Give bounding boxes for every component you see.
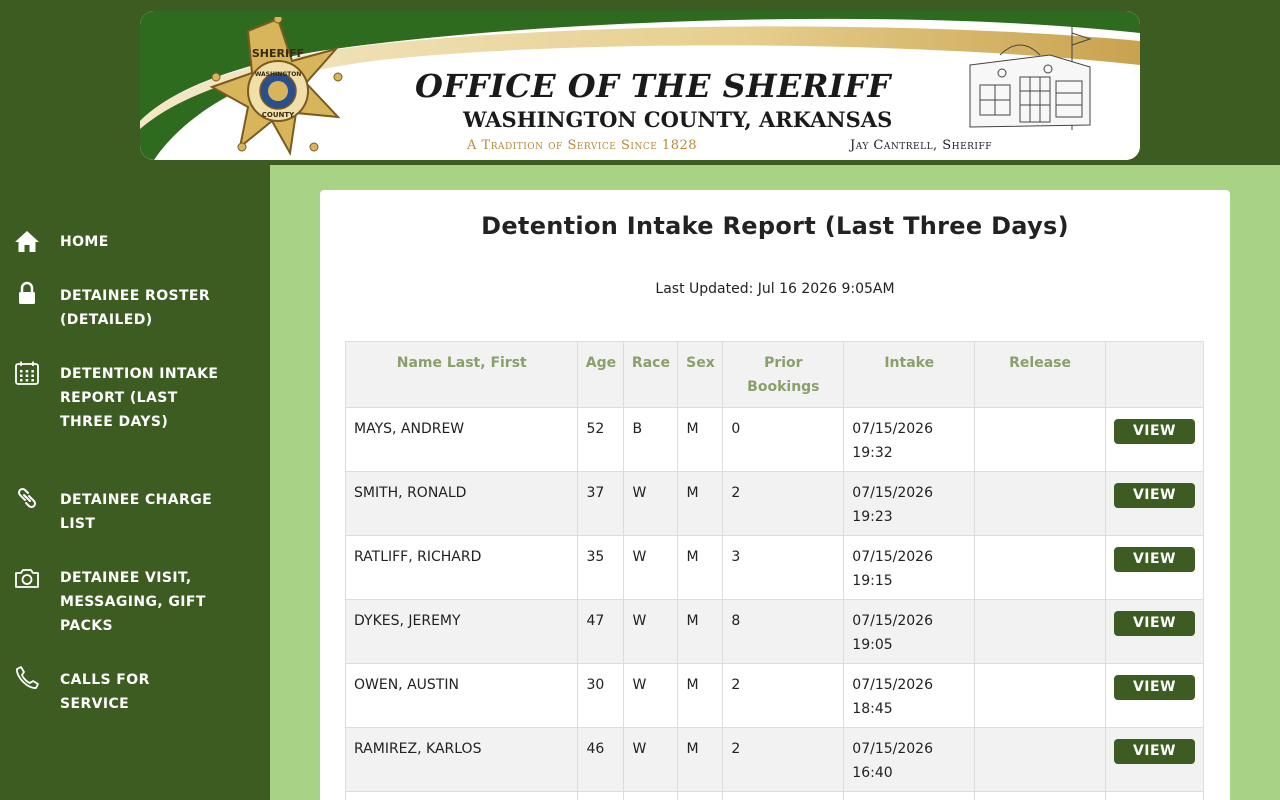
cell-intake (844, 728, 975, 792)
sidebar-item-label: DETAINEE VISIT, MESSAGING, GIFT PACKS (60, 570, 206, 634)
cell-prior-bookings: 2 (723, 728, 844, 792)
table-row (346, 792, 1204, 800)
cell-race: W (624, 536, 678, 600)
sidebar-item-label: HOME (60, 234, 109, 250)
last-updated-text: Last Updated: Jul 16 2026 9:05AM (655, 281, 895, 297)
cell-name: DYKES, JEREMY (346, 600, 578, 664)
cell-action (1105, 536, 1203, 600)
intake-time: 19:15 (852, 573, 893, 589)
cell-prior-bookings: 8 (723, 600, 844, 664)
cell-intake (844, 600, 975, 664)
table-row (346, 728, 1204, 792)
cell-sex: M (678, 600, 723, 664)
page-title: Detention Intake Report (Last Three Days) (481, 212, 1069, 240)
cell-sex: M (678, 664, 723, 728)
cell-age: 37 (578, 472, 624, 536)
cell-action (1105, 408, 1203, 472)
cell-intake (844, 664, 975, 728)
cell-release (975, 408, 1106, 472)
table-row (346, 536, 1204, 600)
phone-icon (14, 665, 40, 691)
intake-report-table (345, 341, 1204, 800)
report-card (320, 190, 1230, 800)
home-icon (14, 229, 40, 255)
cell-prior-bookings: 3 (723, 536, 844, 600)
cell-age: 47 (578, 600, 624, 664)
sidebar-item-label: DETENTION INTAKE REPORT (LAST THREE DAYS) (60, 366, 219, 430)
cell-release (975, 600, 1106, 664)
view-button[interactable]: VIEW (1114, 739, 1195, 764)
sidebar-item-charge-list[interactable] (0, 488, 270, 536)
table-row (346, 664, 1204, 728)
banner-county: WASHINGTON COUNTY, ARKANSAS (463, 107, 893, 132)
svg-text:WASHINGTON: WASHINGTON (254, 71, 302, 78)
view-button[interactable]: VIEW (1114, 675, 1195, 700)
column-header-prior-bookings[interactable]: Prior Bookings (723, 342, 844, 408)
table-row (346, 408, 1204, 472)
column-header-sex[interactable]: Sex (678, 342, 723, 408)
column-header-actions (1105, 342, 1203, 408)
column-header-age[interactable]: Age (578, 342, 624, 408)
table-header-row (346, 342, 1204, 408)
banner-sheriff-name: Jay Cantrell, Sheriff (850, 138, 992, 153)
cell-intake (844, 536, 975, 600)
cell-action (1105, 728, 1203, 792)
sidebar-nav (0, 165, 270, 800)
column-header-race[interactable]: Race (624, 342, 678, 408)
badge-sheriff-text: SHERIFF (251, 47, 305, 60)
cell-name: SMITH, RONALD (346, 472, 578, 536)
sidebar-item-home[interactable] (0, 230, 270, 254)
column-header-name[interactable]: Name Last, First (346, 342, 578, 408)
view-button[interactable]: VIEW (1114, 483, 1195, 508)
table-row (346, 600, 1204, 664)
cell-sex: M (678, 472, 723, 536)
intake-date: 07/15/2026 (852, 613, 933, 629)
sidebar-item-visit-messaging[interactable] (0, 566, 270, 638)
cell-action (1105, 664, 1203, 728)
sheriff-banner (140, 11, 1140, 160)
cell-age: 30 (578, 664, 624, 728)
cell-race: B (624, 408, 678, 472)
sheriff-star-badge (208, 17, 348, 157)
cell-sex: M (678, 536, 723, 600)
intake-date: 07/15/2026 (852, 549, 933, 565)
camera-icon (14, 565, 40, 591)
courthouse-illustration (960, 25, 1100, 135)
cell-age: 46 (578, 728, 624, 792)
banner-tagline: A Tradition of Service Since 1828 (467, 138, 698, 153)
intake-time: 16:40 (852, 765, 893, 781)
cell-race: W (624, 664, 678, 728)
cell-prior-bookings: 0 (723, 408, 844, 472)
intake-time: 18:45 (852, 701, 893, 717)
sidebar-item-label: CALLS FOR SERVICE (60, 672, 150, 712)
cell-release (975, 728, 1106, 792)
cell-race: W (624, 600, 678, 664)
intake-date: 07/15/2026 (852, 421, 933, 437)
cell-age: 52 (578, 408, 624, 472)
cell-sex: M (678, 408, 723, 472)
cell-action (1105, 472, 1203, 536)
cell-release (975, 472, 1106, 536)
cell-race: W (624, 472, 678, 536)
cell-intake (844, 472, 975, 536)
cell-release (975, 536, 1106, 600)
banner-title: OFFICE OF THE SHERIFF (415, 67, 891, 105)
cell-action (1105, 600, 1203, 664)
view-button[interactable]: VIEW (1114, 611, 1195, 636)
sidebar-item-label: DETAINEE ROSTER (DETAILED) (60, 288, 211, 328)
calendar-icon (14, 360, 40, 386)
intake-date: 07/15/2026 (852, 485, 933, 501)
cell-intake (844, 408, 975, 472)
cell-name: OWEN, AUSTIN (346, 664, 578, 728)
cell-name: RATLIFF, RICHARD (346, 536, 578, 600)
lock-icon (14, 281, 40, 307)
cell-name: MAYS, ANDREW (346, 408, 578, 472)
view-button[interactable]: VIEW (1114, 547, 1195, 572)
sidebar-item-detainee-roster[interactable] (0, 284, 270, 332)
link-icon (14, 485, 40, 511)
sidebar-item-calls-for-service[interactable] (0, 668, 270, 716)
cell-prior-bookings: 2 (723, 664, 844, 728)
intake-time: 19:05 (852, 637, 893, 653)
intake-time: 19:32 (852, 445, 893, 461)
intake-time: 19:23 (852, 509, 893, 525)
column-header-release[interactable]: Release (975, 342, 1106, 408)
cell-sex: M (678, 728, 723, 792)
cell-race: W (624, 728, 678, 792)
intake-date: 07/15/2026 (852, 677, 933, 693)
svg-text:COUNTY: COUNTY (261, 111, 295, 119)
intake-date: 07/15/2026 (852, 741, 933, 757)
cell-prior-bookings: 2 (723, 472, 844, 536)
table-row (346, 472, 1204, 536)
cell-name: RAMIREZ, KARLOS (346, 728, 578, 792)
column-header-intake[interactable]: Intake (844, 342, 975, 408)
sidebar-item-intake-report[interactable] (0, 362, 270, 458)
cell-release (975, 664, 1106, 728)
cell-age: 35 (578, 536, 624, 600)
sidebar-item-label: DETAINEE CHARGE LIST (60, 492, 213, 532)
view-button[interactable]: VIEW (1114, 419, 1195, 444)
